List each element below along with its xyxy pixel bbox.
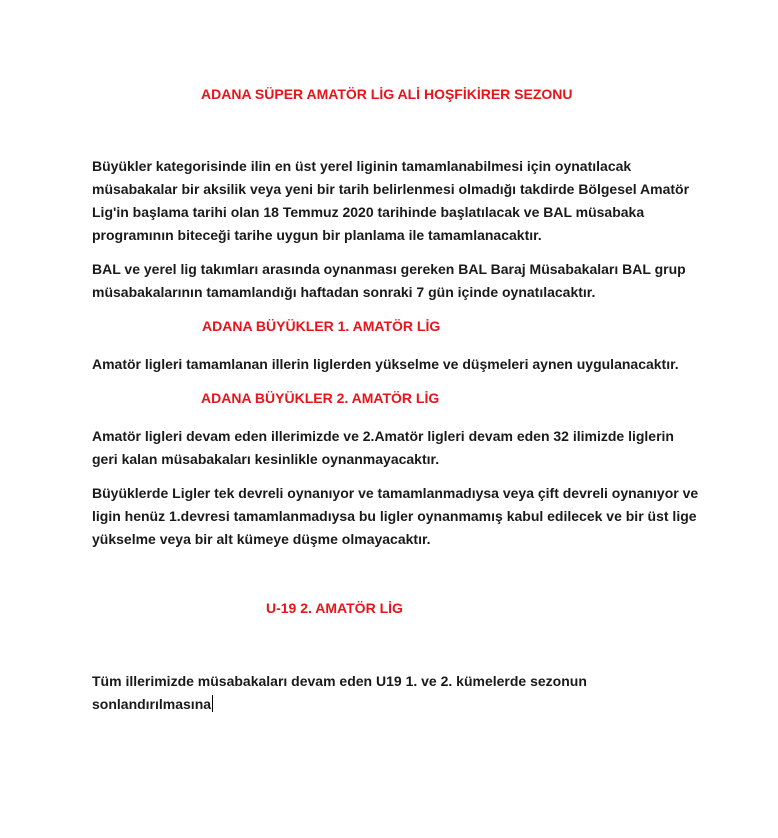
- document-title: ADANA SÜPER AMATÖR LİG ALİ HOŞFİKİRER SEZONU: [201, 86, 573, 102]
- section-heading-1st-amateur-league: ADANA BÜYÜKLER 1. AMATÖR LİG: [202, 318, 441, 334]
- paragraph-u19-season-end: [92, 670, 702, 716]
- paragraph-playoff-matches: BAL ve yerel lig takımları arasında oynanması gereken BAL Baraj Müsabakaları BAL grup müsabakalarının tamamlandığı haftadan sonraki 7 gün içinde oynatılacaktır.: [92, 261, 686, 300]
- paragraph-promotion-relegation: Amatör ligleri tamamlanan illerin liglerden yükselme ve düşmeleri aynen uygulanacaktır.: [92, 356, 679, 372]
- paragraph-remaining-matches-cancelled: Amatör ligleri devam eden illerimizde ve 2.Amatör ligleri devam eden 32 ilimizde liglerin geri kalan müsabakaları kesinlikle oynanmayacaktır.: [92, 428, 674, 467]
- section-heading-2nd-amateur-league: ADANA BÜYÜKLER 2. AMATÖR LİG: [201, 390, 440, 406]
- text-cursor: [212, 695, 213, 712]
- paragraph-league-not-completed: Büyüklerde Ligler tek devreli oynanıyor ve tamamlanmadıysa veya çift devreli oynanıyor ve ligin henüz 1.devresi tamamlanmadıysa bu ligler oynanmamış kabul edilecek ve bir üst lige yükselme veya bir alt kümeye düşme olmayacaktır.: [92, 485, 699, 547]
- paragraph-u19-text: Tüm illerimizde müsabakaları devam eden U19 1. ve 2. kümelerde sezonun sonlandırılmasına: [92, 673, 587, 712]
- paragraph-final-league-schedule: Büyükler kategorisinde ilin en üst yerel liginin tamamlanabilmesi için oynatılacak müsabakalar bir aksilik veya yeni bir tarih belirlenmesi olmadığı takdirde Bölgesel Amatör Lig'in başlama tarihi olan 18 Temmuz 2020 tarihinde başlatılacak ve BAL müsabaka programının biteceği tarihe uygun bir planlama ile tamamlanacaktır.: [92, 158, 690, 243]
- section-heading-u19-league: U-19 2. AMATÖR LİG: [266, 600, 403, 616]
